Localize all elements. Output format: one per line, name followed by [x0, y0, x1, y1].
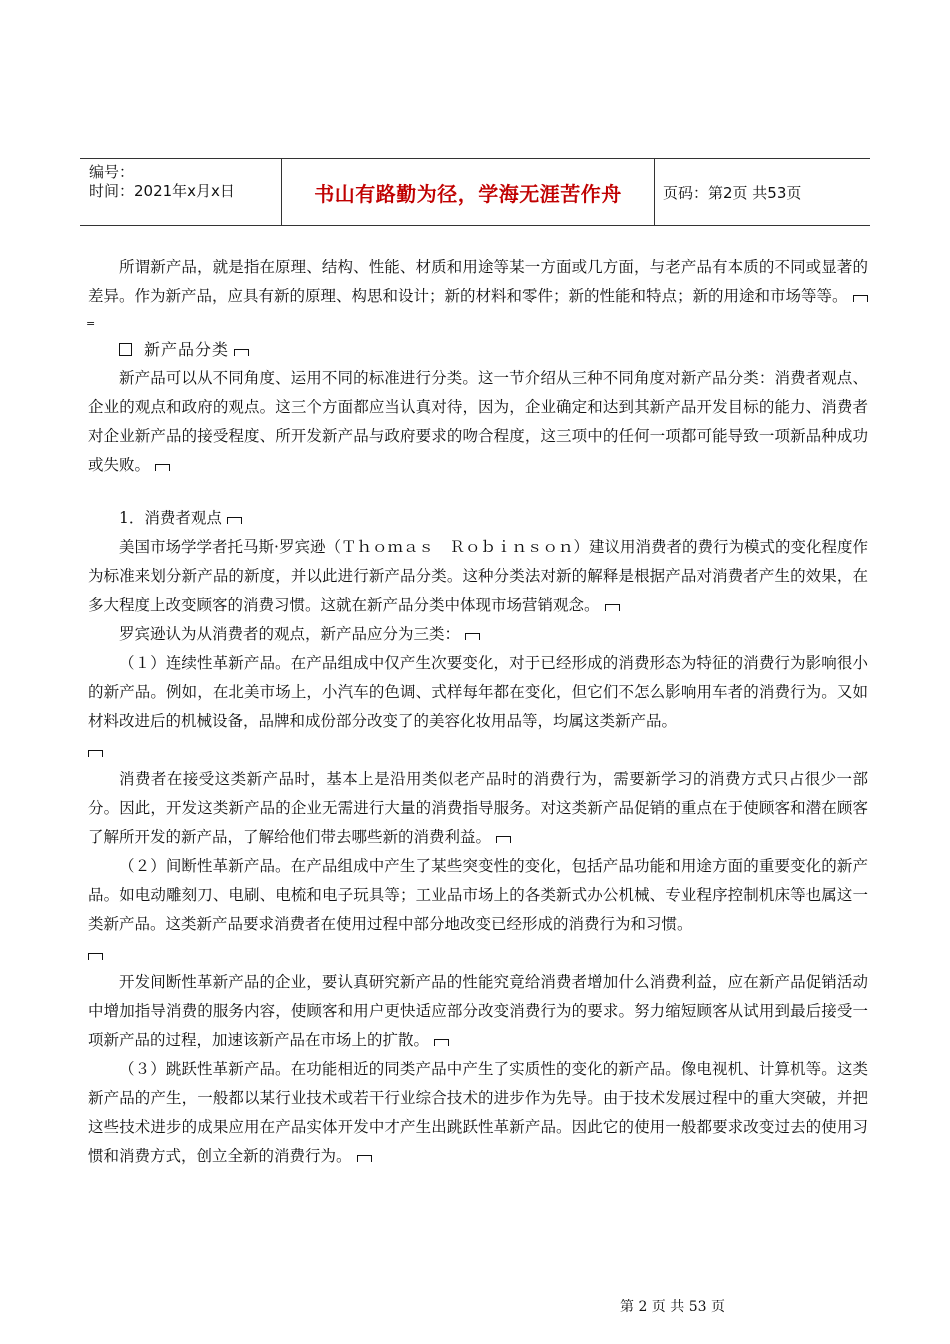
- paragraph-three-types: [88, 620, 868, 649]
- paragraph-type-1-detail: [88, 765, 868, 852]
- spacer: [88, 480, 868, 504]
- header-page-info: 页码：第2页 共53页: [663, 183, 802, 202]
- equals-mark: =: [86, 317, 96, 330]
- paragraph-text: 美国市场学学者托马斯·罗宾逊（Ｔｈｏｍａｓ Ｒｏｂｉｎｓｏｎ）建议用消费者的费行为模式的变化程度作为标准来划分新产品的新度，并以此进行新产品分类。这种分类法对新的解释是根据产品对消费者产生的效果，在多大程度上改变顾客的消费习惯。这就在新产品分类中体现市场营销观念。: [88, 538, 868, 614]
- paragraph-mark-icon: [234, 349, 249, 356]
- paragraph-section-intro: [88, 364, 868, 480]
- subsection-heading: [88, 504, 868, 533]
- paragraph-text: （２）间断性革新产品。在产品组成中产生了某些突变性的变化，包括产品功能和用途方面的重要变化的新产品。如电动雕刻刀、电刷、电梳和电子玩具等；工业品市场上的各类新式办公机械、专业程序控制机床等也属这一类新产品。这类新产品要求消费者在使用过程中部分地改变已经形成的消费行为和习惯。: [88, 857, 868, 933]
- paragraph-text: （１）连续性革新产品。在产品组成中仅产生次要变化，对于已经形成的消费形态为特征的消费行为影响很小的新产品。例如，在北美市场上，小汽车的色调、式样每年都在变化，但它们不怎么影响用车者的消费行为。又如材料改进后的机械设备，品牌和成份部分改变了的美容化妆用品等，均属这类新产品。: [88, 654, 868, 730]
- section-heading: [88, 335, 868, 364]
- section-title: 新产品分类: [144, 340, 230, 359]
- paragraph-mark-icon: [605, 604, 620, 611]
- paragraph-mark-icon: [88, 953, 103, 960]
- paragraph-mark-icon: [465, 633, 480, 640]
- paragraph-mark-icon: [357, 1155, 372, 1162]
- paragraph-text: （３）跳跃性革新产品。在功能相近的同类产品中产生了实质性的变化的新产品。像电视机、计算机等。这类新产品的产生，一般都以某行业技术或若干行业综合技术的进步作为先导。由于技术发展过程中的重大突破，并把这些技术进步的成果应用在产品实体开发中才产生出跳跃性革新产品。因此它的使用一般都要求改变过去的使用习惯和消费方式，创立全新的消费行为。: [88, 1060, 868, 1165]
- paragraph-type-2-detail: [88, 968, 868, 1055]
- paragraph-mark-icon: [88, 750, 103, 757]
- paragraph-end-line: [88, 939, 868, 968]
- paragraph-intro: [88, 253, 868, 311]
- page-header: [80, 158, 870, 226]
- document-number-label: 编号：: [89, 163, 135, 181]
- paragraph-end-line: [88, 736, 868, 765]
- subsection-title: 1．消费者观点: [119, 509, 222, 527]
- checkbox-icon: [119, 343, 132, 356]
- paragraph-text: 消费者在接受这类新产品时，基本上是沿用类似老产品时的消费行为，需要新学习的消费方式只占很少一部分。因此，开发这类新产品的企业无需进行大量的消费指导服务。对这类新产品促销的重点在于使顾客和潜在顾客了解所开发的新产品，了解给他们带去哪些新的消费利益。: [88, 770, 868, 846]
- document-body: [88, 253, 868, 1171]
- paragraph-type-1: [88, 649, 868, 736]
- paragraph-mark-icon: [155, 464, 170, 471]
- paragraph-mark-icon: [227, 517, 242, 524]
- paragraph-robinson: [88, 533, 868, 620]
- paragraph-type-3: [88, 1055, 868, 1171]
- paragraph-text: 所谓新产品，就是指在原理、结构、性能、材质和用途等某一方面或几方面，与老产品有本质的不同或显著的差异。作为新产品，应具有新的原理、构思和设计；新的材料和零件；新的性能和特点；新的用途和市场等等。: [88, 258, 868, 305]
- page-footer: 第 2 页 共 53 页: [620, 1299, 725, 1315]
- header-meta-cell: [80, 159, 282, 225]
- paragraph-mark-icon: [434, 1039, 449, 1046]
- paragraph-text: 开发间断性革新产品的企业，要认真研究新产品的性能究竟给消费者增加什么消费利益，应在新产品促销活动中增加指导消费的服务内容，使顾客和用户更快适应部分改变消费行为的要求。努力缩短顾客从试用到最后接受一项新产品的过程，加速该新产品在市场上的扩散。: [88, 973, 868, 1049]
- header-motto: 书山有路勤为径，学海无涯苦作舟: [282, 159, 655, 225]
- paragraph-text: 罗宾逊认为从消费者的观点，新产品应分为三类：: [119, 625, 461, 643]
- paragraph-mark-icon: [496, 836, 511, 843]
- paragraph-type-2: [88, 852, 868, 939]
- paragraph-text: 新产品可以从不同角度、运用不同的标准进行分类。这一节介绍从三种不同角度对新产品分类：消费者观点、企业的观点和政府的观点。这三个方面都应当认真对待，因为，企业确定和达到其新产品开发目标的能力、消费者对企业新产品的接受程度、所开发新产品与政府要求的吻合程度，这三项中的任何一项都可能导致一项新品种成功或失败。: [88, 369, 868, 474]
- paragraph-mark-icon: [853, 295, 868, 302]
- document-date-label: 时间：2021年x月x日: [89, 182, 235, 200]
